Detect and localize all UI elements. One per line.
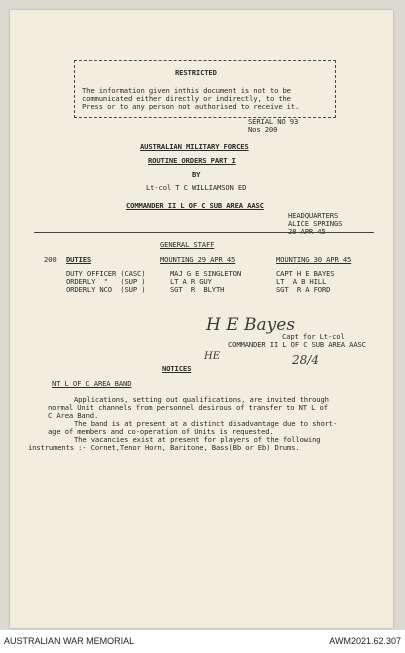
order-number: 200 — [44, 255, 57, 264]
serial-nos: Nos 200 — [248, 125, 278, 134]
signature-line-2: COMMANDER II L OF C SUB AREA AASC — [228, 340, 366, 349]
duty-row-3-col1: SGT R BLYTH — [170, 285, 225, 294]
mounting-29-header: MOUNTING 29 APR 45 — [160, 255, 236, 264]
duty-row-2-duty: ORDERLY " (SUP ) — [66, 277, 146, 286]
footer-institution: AUSTRALIAN WAR MEMORIAL — [4, 636, 135, 646]
duties-label: DUTIES — [66, 255, 92, 264]
archive-footer — [0, 630, 405, 653]
notice-para-1-line-2: normal Unit channels from personnel desirous of transfer to NT L of — [48, 403, 328, 412]
handwritten-initials: HE — [204, 351, 221, 362]
handwritten-signature: H E Bayes — [206, 315, 296, 335]
notice-para-3-line-2: instruments :- Cornet,Tenor Horn, Baritone, Bass(Bb or Eb) Drums. — [28, 443, 300, 452]
commander-heading: COMMANDER II L OF C SUB AREA AASC — [126, 201, 264, 210]
notices-title: NOTICES — [162, 364, 192, 373]
duty-row-3-duty: ORDERLY NCO (SUP ) — [66, 285, 146, 294]
serial-number: SERIAL NO 93 — [248, 117, 299, 126]
notice-para-2-line-1: The band is at present at a distinct disadvantage due to short- — [74, 419, 338, 428]
duty-row-2-col1: LT A R GUY — [170, 277, 212, 286]
officer-name: Lt-col T C WILLIAMSON ED — [146, 183, 247, 192]
mounting-30-header: MOUNTING 30 APR 45 — [276, 255, 352, 264]
duty-row-1-col2: CAPT H E BAYES — [276, 269, 335, 278]
duty-row-1-duty: DUTY OFFICER (CASC) — [66, 269, 146, 278]
handwritten-date: 28/4 — [292, 353, 319, 367]
general-staff-title: GENERAL STAFF — [160, 240, 215, 249]
restricted-title: RESTRICTED — [175, 68, 217, 77]
notice-para-2-line-2: age of members and co-operation of Units is requested. — [48, 427, 274, 436]
notice-para-1-line-3: C Area Band. — [48, 411, 99, 420]
duty-row-1-col1: MAJ G E SINGLETON — [170, 269, 242, 278]
footer-accession-number: AWM2021.62.307 — [329, 636, 401, 646]
section-divider — [34, 232, 374, 233]
restricted-line-3: Press or to any person not authorised to receive it. — [82, 102, 300, 111]
document-page — [10, 10, 393, 628]
hq-line-3: 28 APR 45 — [288, 227, 326, 236]
notice-para-3-line-1: The vacancies exist at present for players of the following — [74, 435, 321, 444]
notices-subtitle: NT L OF C AREA BAND — [52, 379, 132, 388]
duty-row-3-col2: SGT R A FORD — [276, 285, 331, 294]
notice-para-1-line-1: Applications, setting out qualifications, are invited through — [74, 395, 329, 404]
duty-row-2-col2: LT A B HILL — [276, 277, 327, 286]
by-label: BY — [192, 170, 201, 179]
signature-line-1: Capt for Lt-col — [282, 332, 345, 341]
hq-line-1: HEADQUARTERS — [288, 211, 339, 220]
restricted-line-1: The information given inthis document is not to be — [82, 86, 291, 95]
orders-heading: ROUTINE ORDERS PART I — [148, 156, 236, 165]
forces-heading: AUSTRALIAN MILITARY FORCES — [140, 142, 249, 151]
hq-line-2: ALICE SPRINGS — [288, 219, 343, 228]
restricted-line-2: communicated either directly or indirectly, to the — [82, 94, 291, 103]
